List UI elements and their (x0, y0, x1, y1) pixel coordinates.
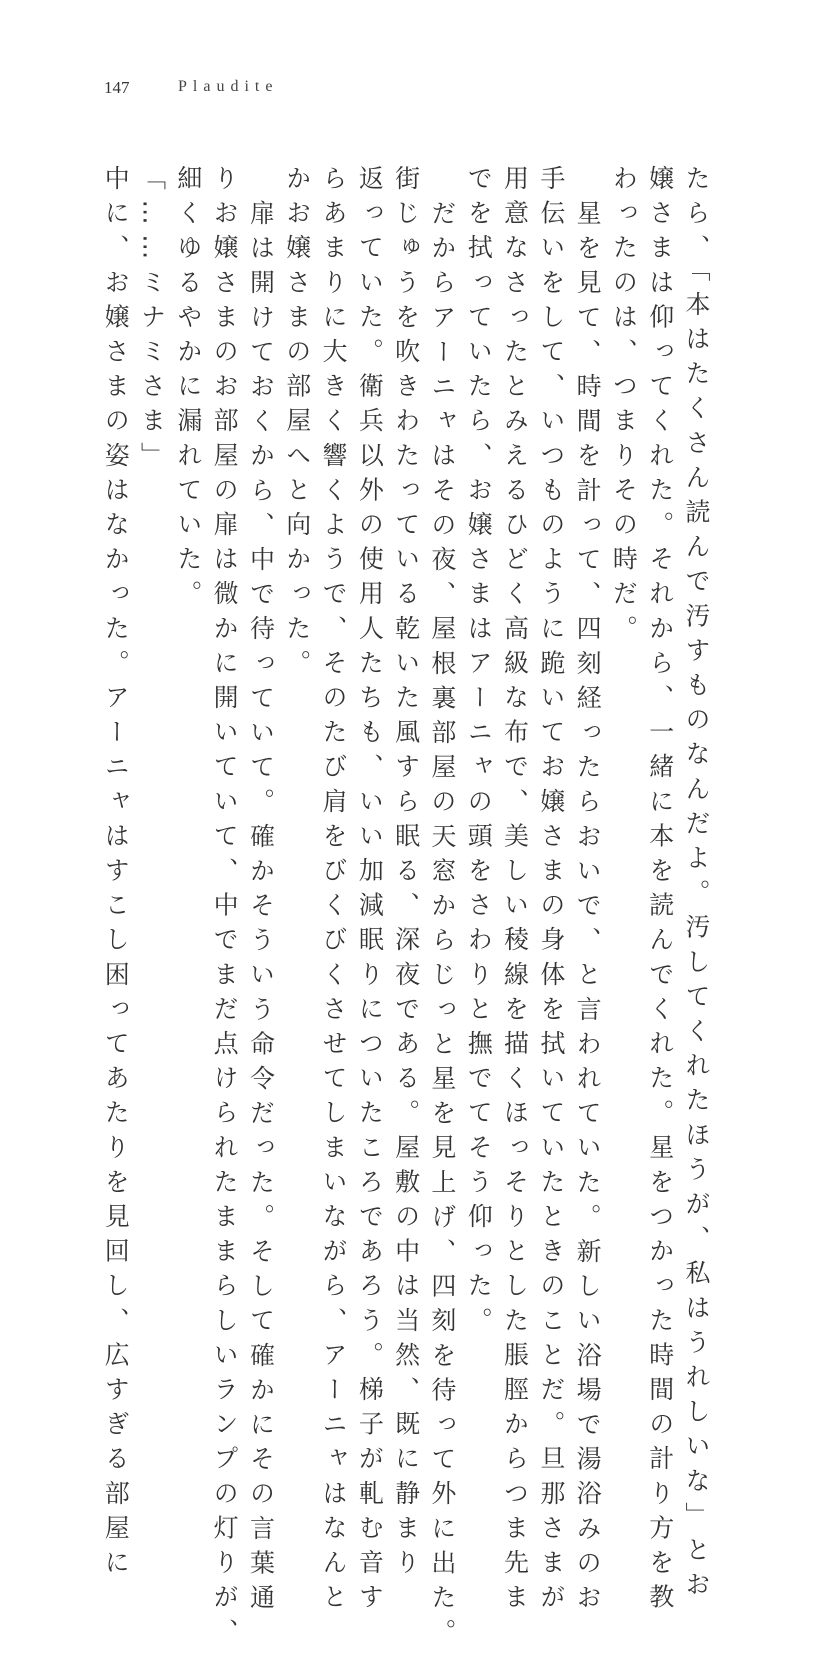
running-title: Plaudite (178, 78, 279, 95)
page-number: 147 (104, 78, 130, 97)
text-line: らあまりに大きく響くようで、そのたび肩をびくびくさせてしまいながら、アーニャはなんと (319, 165, 349, 1619)
text-line: たら、「本はたくさん読んで汚すものなんだよ。汚してくれたほうが、私はうれしいな」とお (682, 165, 711, 1606)
text-line: 細くゆるやかに漏れていた。 (173, 165, 203, 615)
text-line: でを拭っていたら、お嬢さまはアーニャの頭をさわりと撫でてそう仰った。 (464, 165, 494, 1342)
text-line: 扉は開けておくから、中で待っていて。確かそういう命令だった。そして確かにその言葉通 (246, 199, 276, 1619)
text-line: わったのは、つまりその時だ。 (609, 165, 639, 650)
text-line: 手伝いをして、いつものように跪いてお嬢さまの身体を拭いていたときのことだ。旦那さまが (536, 165, 566, 1619)
text-line: かお嬢さまの部屋へと向かった。 (282, 165, 312, 684)
text-line: 「……ミナミさま」 (137, 165, 167, 477)
text-line: 嬢さまは仰ってくれた。それから、一緒に本を読んでくれた。星をつかった時間の計り方を教 (645, 165, 675, 1619)
text-line: 中に、お嬢さまの姿はなかった。アーニャはすこし困ってあたりを見回し、広すぎる部屋に (101, 165, 131, 1584)
text-line: 返っていた。衛兵以外の使用人たちも、いい加減眠りについたころであろう。梯子が軋む音す (355, 165, 385, 1619)
text-line: だからアーニャはその夜、屋根裏部屋の天窓からじっと星を見上げ、四刻を待って外に出た。 (427, 199, 457, 1653)
text-line: 街じゅうを吹きわたっている乾いた風すら眠る、深夜である。屋敷の中は当然、既に静まり (391, 165, 421, 1584)
text-line: 用意なさったとみえるひどく高級な布で、美しい稜線を描くほっそりとした脹脛からつま先ま (500, 165, 530, 1619)
text-line: りお嬢さまのお部屋の扉は微かに開いていて、中でまだ点けられたままらしいランプの灯りが、 (210, 165, 240, 1653)
body-text (97, 165, 714, 1653)
text-line: 星を見て、時間を計って、四刻経ったらおいで、と言われていた。新しい浴場で湯浴みのお (573, 199, 603, 1619)
